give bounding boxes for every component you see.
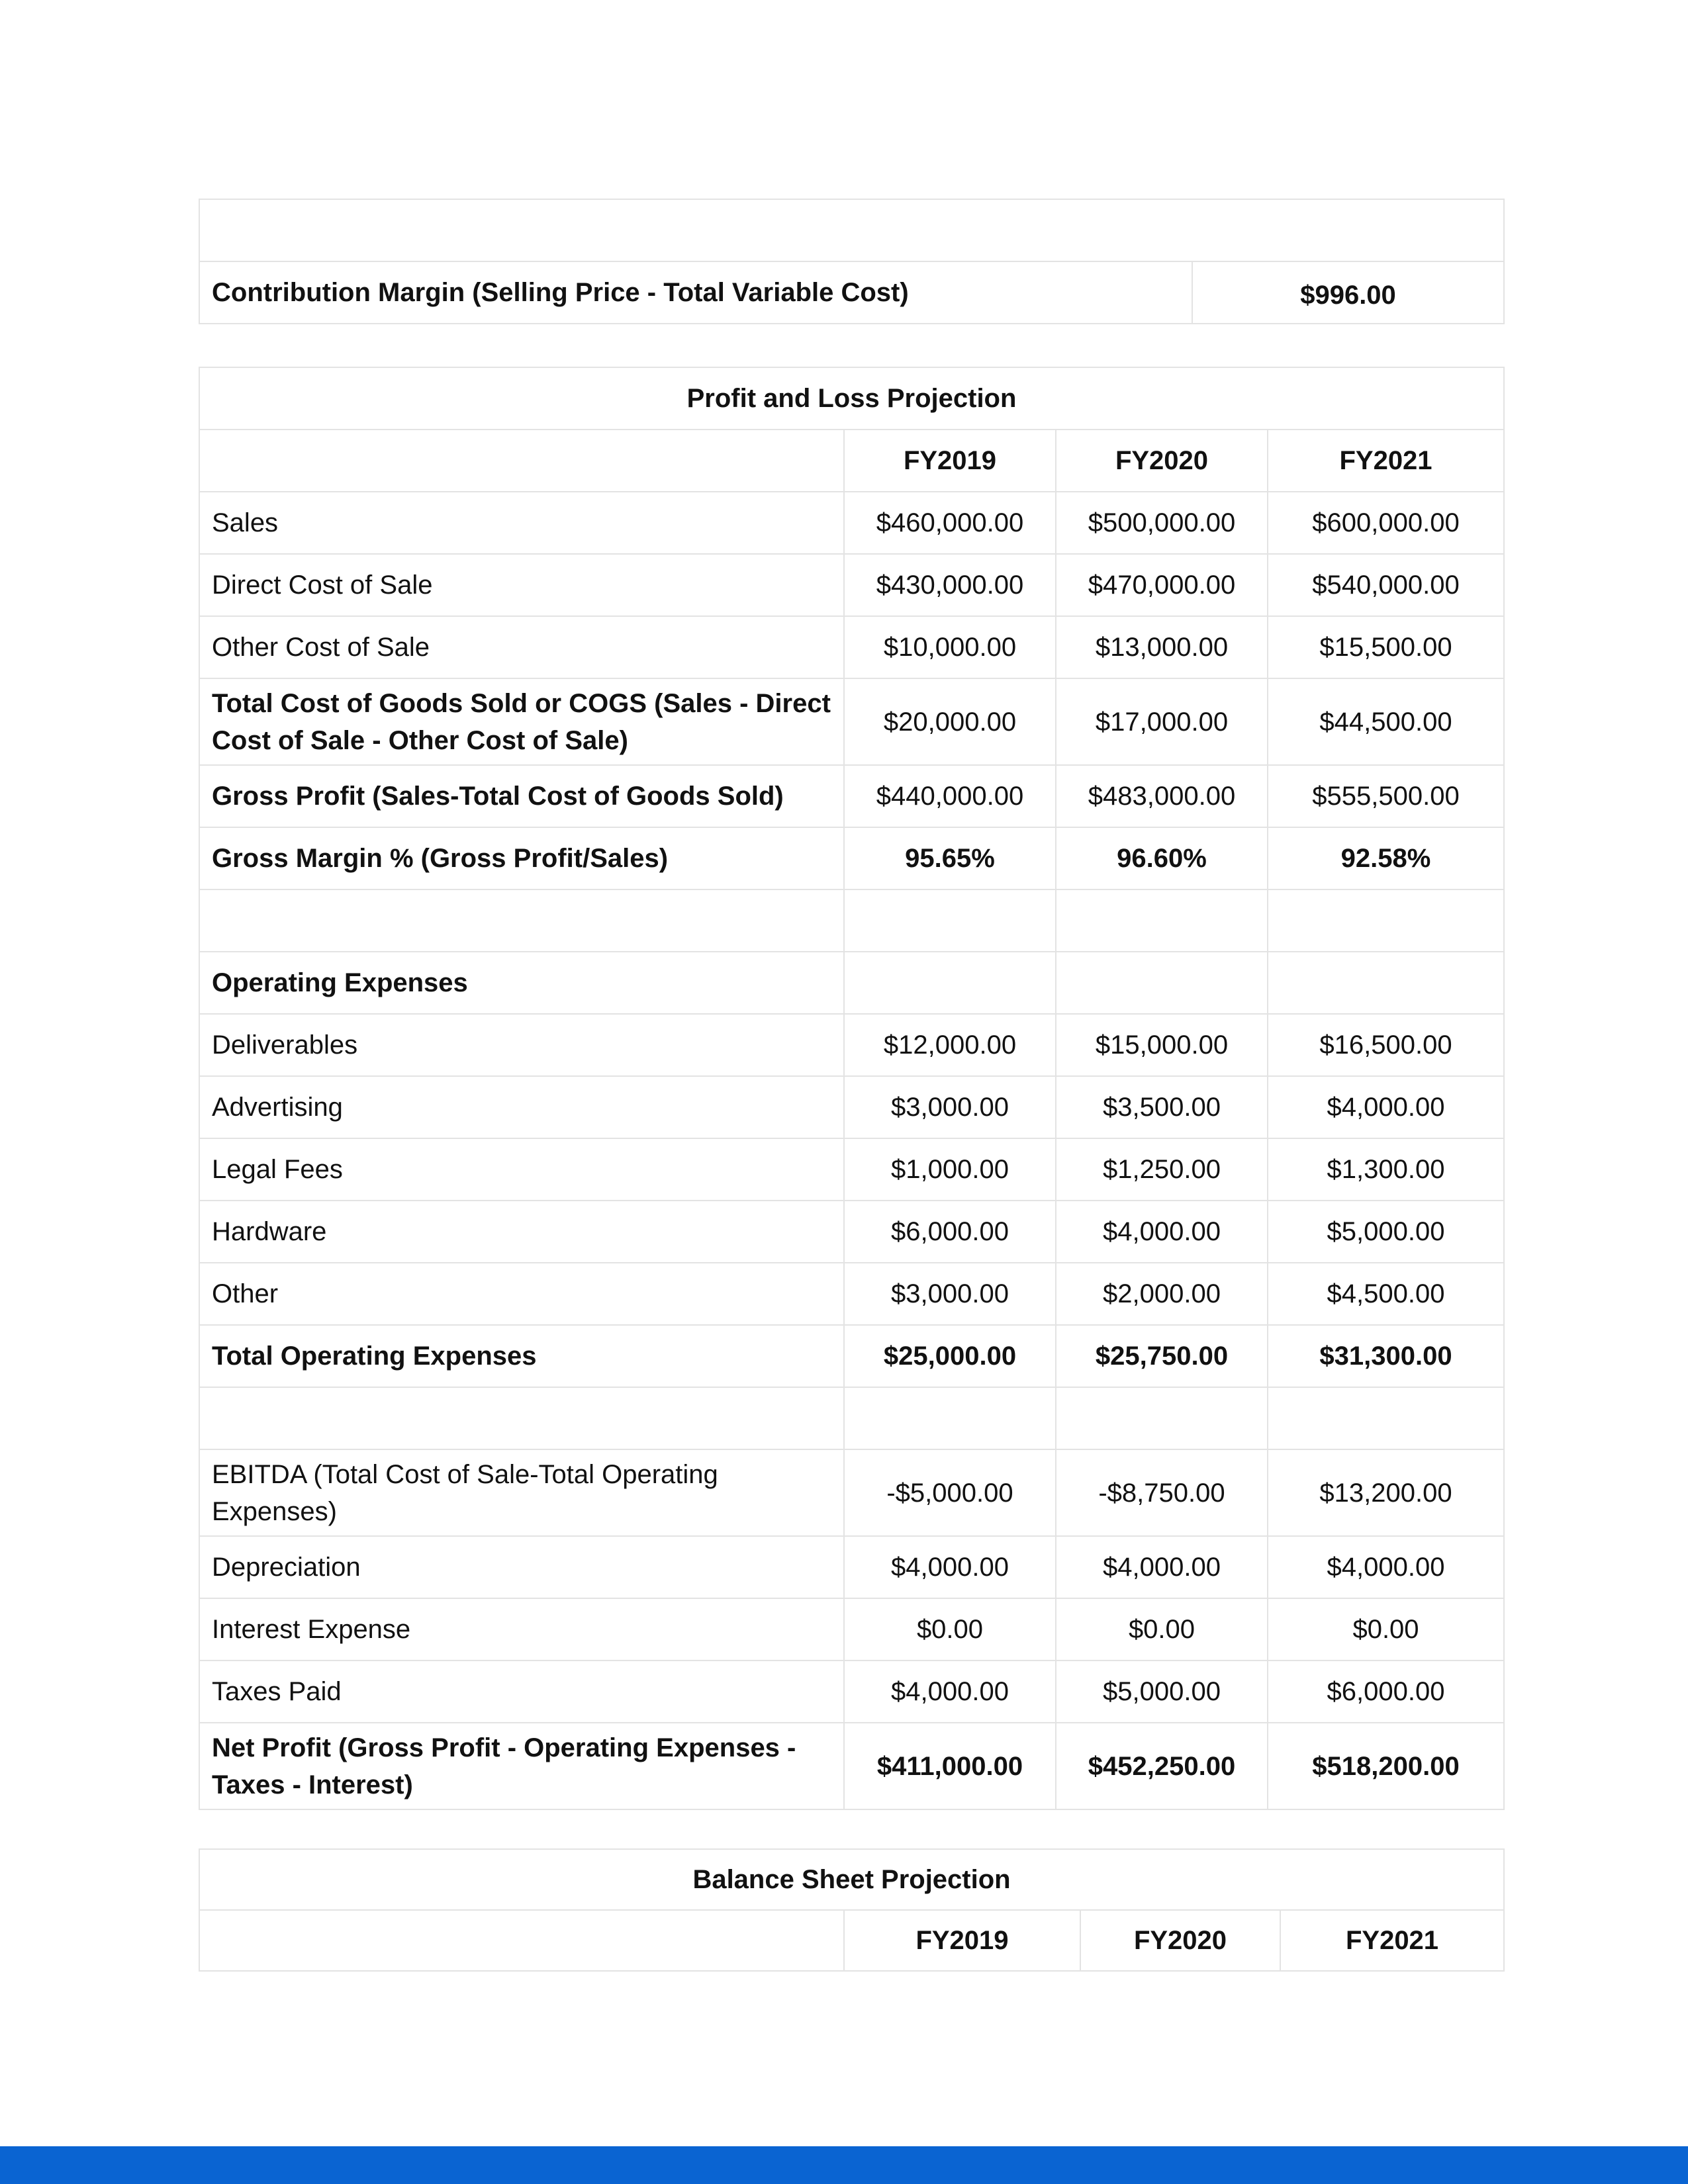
contribution-margin-value: $996.00 xyxy=(1192,261,1504,324)
pl-title-row xyxy=(199,367,1504,430)
contribution-margin-table xyxy=(199,199,1505,324)
blank-cell xyxy=(844,889,1056,952)
row-sales xyxy=(199,492,1504,554)
row-direct-cost-of-sale xyxy=(199,554,1504,616)
row-value: $555,500.00 xyxy=(1268,765,1504,827)
row-value: $4,000.00 xyxy=(844,1536,1056,1598)
pl-title: Profit and Loss Projection xyxy=(199,367,1504,430)
row-value: $500,000.00 xyxy=(1056,492,1268,554)
blank-row xyxy=(199,1387,1504,1449)
row-other-cost-of-sale xyxy=(199,616,1504,678)
row-value: $16,500.00 xyxy=(1268,1014,1504,1076)
row-value: $3,000.00 xyxy=(844,1076,1056,1138)
row-value: $10,000.00 xyxy=(844,616,1056,678)
row-gross-profit xyxy=(199,765,1504,827)
balance-sheet-table xyxy=(199,1848,1505,1972)
pl-header-row xyxy=(199,430,1504,492)
row-label: Legal Fees xyxy=(199,1138,844,1201)
blank-cell xyxy=(1268,889,1504,952)
row-value: $0.00 xyxy=(1056,1598,1268,1661)
row-value: $4,000.00 xyxy=(1056,1536,1268,1598)
row-value: $518,200.00 xyxy=(1268,1723,1504,1809)
row-label: Interest Expense xyxy=(199,1598,844,1661)
row-value: $2,000.00 xyxy=(1056,1263,1268,1325)
blank-cell xyxy=(1056,952,1268,1014)
row-value: $15,000.00 xyxy=(1056,1014,1268,1076)
row-value: $452,250.00 xyxy=(1056,1723,1268,1809)
blank-cell xyxy=(199,889,844,952)
footer-bar xyxy=(0,2146,1688,2184)
blank-row xyxy=(199,199,1504,261)
row-value: $6,000.00 xyxy=(1268,1661,1504,1723)
contribution-margin-row xyxy=(199,261,1504,324)
row-gross-margin xyxy=(199,827,1504,889)
row-value: $13,000.00 xyxy=(1056,616,1268,678)
row-label: Gross Profit (Sales-Total Cost of Goods Sold) xyxy=(199,765,844,827)
bs-title: Balance Sheet Projection xyxy=(199,1849,1504,1910)
row-value: $4,000.00 xyxy=(1268,1536,1504,1598)
row-label: Taxes Paid xyxy=(199,1661,844,1723)
year-header: FY2021 xyxy=(1268,430,1504,492)
row-hardware xyxy=(199,1201,1504,1263)
row-legal-fees xyxy=(199,1138,1504,1201)
row-label: Depreciation xyxy=(199,1536,844,1598)
row-operating-expenses-heading xyxy=(199,952,1504,1014)
blank-cell xyxy=(1268,952,1504,1014)
row-advertising xyxy=(199,1076,1504,1138)
profit-loss-table xyxy=(199,367,1505,1810)
bs-header-row xyxy=(199,1910,1504,1971)
row-value: $430,000.00 xyxy=(844,554,1056,616)
blank-cell xyxy=(199,1387,844,1449)
year-header: FY2019 xyxy=(844,430,1056,492)
row-label: EBITDA (Total Cost of Sale-Total Operating Expenses) xyxy=(199,1449,844,1536)
row-value: $1,300.00 xyxy=(1268,1138,1504,1201)
row-value: $20,000.00 xyxy=(844,678,1056,765)
blank-cell xyxy=(199,199,1504,261)
row-label: Total Operating Expenses xyxy=(199,1325,844,1387)
row-total-operating-expenses xyxy=(199,1325,1504,1387)
row-value: 96.60% xyxy=(1056,827,1268,889)
row-deliverables xyxy=(199,1014,1504,1076)
row-label: Hardware xyxy=(199,1201,844,1263)
row-value: $460,000.00 xyxy=(844,492,1056,554)
row-value: $470,000.00 xyxy=(1056,554,1268,616)
row-value: $12,000.00 xyxy=(844,1014,1056,1076)
row-value: -$8,750.00 xyxy=(1056,1449,1268,1536)
row-depreciation xyxy=(199,1536,1504,1598)
row-value: $3,000.00 xyxy=(844,1263,1056,1325)
row-value: $5,000.00 xyxy=(1268,1201,1504,1263)
row-value: $4,000.00 xyxy=(1056,1201,1268,1263)
blank-cell xyxy=(844,952,1056,1014)
row-value: $44,500.00 xyxy=(1268,678,1504,765)
row-value: $411,000.00 xyxy=(844,1723,1056,1809)
row-other xyxy=(199,1263,1504,1325)
row-value: $13,200.00 xyxy=(1268,1449,1504,1536)
row-value: $15,500.00 xyxy=(1268,616,1504,678)
contribution-margin-label: Contribution Margin (Selling Price - Total Variable Cost) xyxy=(199,261,1192,324)
year-header: FY2020 xyxy=(1080,1910,1280,1971)
row-value: $4,000.00 xyxy=(844,1661,1056,1723)
row-value: $25,750.00 xyxy=(1056,1325,1268,1387)
row-label: Gross Margin % (Gross Profit/Sales) xyxy=(199,827,844,889)
row-value: $440,000.00 xyxy=(844,765,1056,827)
bs-title-row xyxy=(199,1849,1504,1910)
row-value: $17,000.00 xyxy=(1056,678,1268,765)
row-value: $0.00 xyxy=(1268,1598,1504,1661)
row-value: $5,000.00 xyxy=(1056,1661,1268,1723)
row-taxes-paid xyxy=(199,1661,1504,1723)
year-header: FY2021 xyxy=(1280,1910,1504,1971)
row-value: $540,000.00 xyxy=(1268,554,1504,616)
row-value: $1,250.00 xyxy=(1056,1138,1268,1201)
blank-cell xyxy=(844,1387,1056,1449)
row-label: Deliverables xyxy=(199,1014,844,1076)
row-value: 95.65% xyxy=(844,827,1056,889)
row-value: $31,300.00 xyxy=(1268,1325,1504,1387)
row-value: -$5,000.00 xyxy=(844,1449,1056,1536)
year-header: FY2019 xyxy=(844,1910,1080,1971)
row-value: $6,000.00 xyxy=(844,1201,1056,1263)
row-interest-expense xyxy=(199,1598,1504,1661)
row-value: $4,500.00 xyxy=(1268,1263,1504,1325)
row-value: 92.58% xyxy=(1268,827,1504,889)
row-ebitda xyxy=(199,1449,1504,1536)
row-value: $600,000.00 xyxy=(1268,492,1504,554)
row-label: Other xyxy=(199,1263,844,1325)
row-label: Net Profit (Gross Profit - Operating Expenses - Taxes - Interest) xyxy=(199,1723,844,1809)
row-label: Total Cost of Goods Sold or COGS (Sales - Direct Cost of Sale - Other Cost of Sale) xyxy=(199,678,844,765)
blank-cell xyxy=(1268,1387,1504,1449)
row-label: Sales xyxy=(199,492,844,554)
row-label: Other Cost of Sale xyxy=(199,616,844,678)
row-label: Advertising xyxy=(199,1076,844,1138)
header-blank-cell xyxy=(199,1910,844,1971)
row-total-cogs xyxy=(199,678,1504,765)
row-value: $483,000.00 xyxy=(1056,765,1268,827)
year-header: FY2020 xyxy=(1056,430,1268,492)
blank-cell xyxy=(1056,1387,1268,1449)
row-value: $1,000.00 xyxy=(844,1138,1056,1201)
row-net-profit xyxy=(199,1723,1504,1809)
row-label: Direct Cost of Sale xyxy=(199,554,844,616)
row-value: $25,000.00 xyxy=(844,1325,1056,1387)
section-heading: Operating Expenses xyxy=(199,952,844,1014)
row-value: $4,000.00 xyxy=(1268,1076,1504,1138)
blank-cell xyxy=(1056,889,1268,952)
header-blank-cell xyxy=(199,430,844,492)
row-value: $3,500.00 xyxy=(1056,1076,1268,1138)
row-value: $0.00 xyxy=(844,1598,1056,1661)
blank-row xyxy=(199,889,1504,952)
